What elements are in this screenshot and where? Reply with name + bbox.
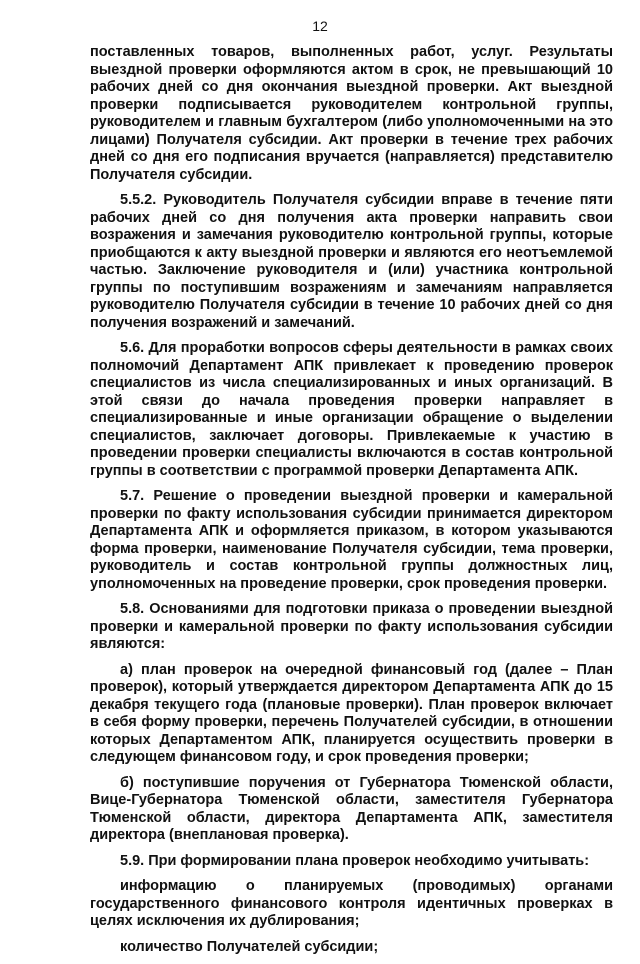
paragraph-5-8-a: а) план проверок на очередной финансовый год (далее – План проверок), который утверждается директором Департамента АПК до 15 декабря текущего года (плановые проверки). План проверок включает в себя форму проверки, перечень Получателей субсидии, в отношении которых Департаментом АПК, планируется осуществить проверки в следующем финансовом году, и срок проведения проверки; (90, 661, 613, 765)
paragraph-continuation: поставленных товаров, выполненных работ, услуг. Результаты выездной проверки оформляются актом в срок, не превышающий 10 рабочих дней со дня окончания выездной проверки. Акт выездной проверки подписывается руководителем контрольной группы, руководителем и главным бухгалтером (либо уполномоченными на это лицами) Получателя субсидии. Акт проверки в течение трех рабочих дней со дня его подписания вручается (направляется) представителю Получателя субсидии. (90, 44, 613, 183)
paragraph-5-8-b: б) поступившие поручения от Губернатора Тюменской области, Вице-Губернатора Тюменской области, заместителя Губернатора Тюменской области, директора Департамента АПК, заместителя директора (внеплановая проверка). (90, 774, 613, 843)
paragraph-5-9: 5.9. При формировании плана проверок необходимо учитывать: (120, 852, 590, 869)
paragraph-5-5-2: 5.5.2. Руководитель Получателя субсидии вправе в течение пяти рабочих дней со дня получения акта проверки направить свои возражения и замечания руководителю контрольной группы, которые приобщаются к акту выездной проверки и являются его неотъемлемой частью. Заключение руководителя и (или) участника контрольной группы по поступившим возражениям и замечаниям направляется руководителю Получателя субсидии в течение 10 рабочих дней со дня получения возражений и замечаний. (90, 192, 613, 331)
paragraph-5-9-item-2: количество Получателей субсидии; (120, 938, 379, 955)
paragraph-5-9-item-1: информацию о планируемых (проводимых) органами государственного финансового контроля идентичных проверках в целях исключения их дублирования; (90, 878, 613, 929)
paragraph-5-6: 5.6. Для проработки вопросов сферы деятельности в рамках своих полномочий Департамент АПК привлекает к проведению проверок специалистов из числа специализированных и иных организаций. В этой связи до начала проведения проверки направляет в специализированные и иные организации обращение о выделении специалистов, заключает договоры. Привлекаемые к участию в проведении проверки специалисты включаются в состав контрольной группы в соответствии с программой проверки Департамента АПК. (90, 340, 613, 479)
paragraph-5-8: 5.8. Основаниями для подготовки приказа о проведении выездной проверки и камеральной проверки по факту использования субсидии являются: (90, 601, 613, 652)
document-body (90, 44, 613, 964)
page-number: 12 (312, 18, 328, 34)
paragraph-5-7: 5.7. Решение о проведении выездной проверки и камеральной проверки по факту использования субсидии принимается директором Департамента АПК и оформляется приказом, в котором указываются форма проверки, наименование Получателя субсидии, тема проверки, руководитель и состав контрольной группы должностных лиц, уполномоченных на проведение проверки, срок проведения проверки. (90, 488, 613, 592)
